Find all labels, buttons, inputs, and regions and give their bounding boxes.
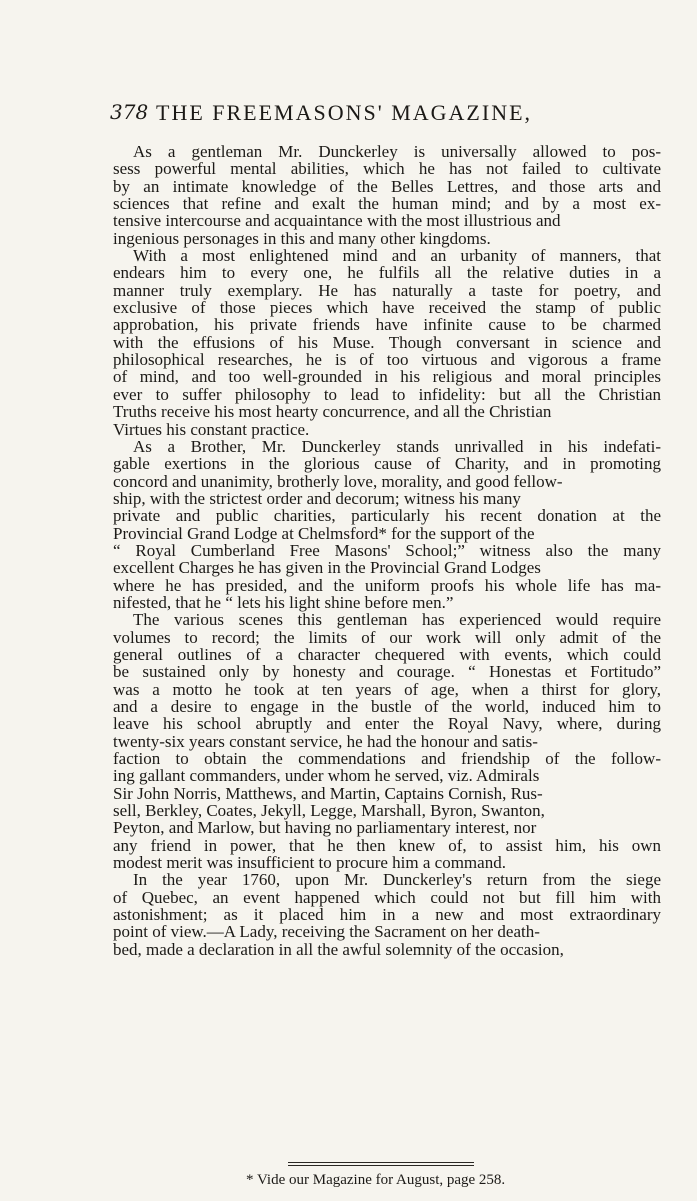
text-line: leave his school abruptly and enter the Royal Navy, where, during [113, 714, 661, 734]
footnote: * Vide our Magazine for August, page 258. [246, 1172, 506, 1188]
text-line: of mind, and too well-grounded in his religious and moral principles [113, 367, 661, 387]
text-line: In the year 1760, upon Mr. Dunckerley's return from the siege [133, 870, 661, 890]
text-line: modest merit was insufficient to procure him a command. [113, 853, 506, 873]
text-line: point of view.—A Lady, receiving the Sacrament on her death- [113, 922, 540, 942]
text-line: tensive intercourse and acquaintance with the most illustrious and [113, 211, 561, 231]
text-line: was a motto he took at ten years of age, when a thirst for glory, [113, 679, 661, 699]
running-title: THE FREEMASONS' MAGAZINE, [156, 100, 533, 125]
text-line: sess powerful mental abilities, which he has not failed to cultivate [113, 159, 661, 179]
text-line: by an intimate knowledge of the Belles Lettres, and those arts and [113, 176, 661, 196]
text-line: Provincial Grand Lodge at Chelmsford* for the support of the [113, 523, 535, 543]
text-line: faction to obtain the commendations and friendship of the follow- [113, 749, 661, 769]
text-line: bed, made a declaration in all the awful solemnity of the occasion, [113, 939, 564, 959]
paragraph [113, 247, 661, 438]
text-line: excellent Charges he has given in the Provincial Grand Lodges [113, 558, 541, 578]
text-line: sell, Berkley, Coates, Jekyll, Legge, Marshall, Byron, Swanton, [113, 801, 545, 821]
text-line: volumes to record; the limits of our work will only admit of the [113, 627, 661, 647]
body-text [113, 143, 661, 958]
text-line: private and public charities, particularly his recent donation at the [113, 506, 661, 526]
text-line: As a gentleman Mr. Dunckerley is universally allowed to pos- [133, 142, 661, 161]
text-line: and a desire to engage in the bustle of the world, induced him to [113, 697, 661, 716]
text-line: As a Brother, Mr. Dunckerley stands unrivalled in his indefati- [133, 436, 661, 456]
text-line: Truths receive his most hearty concurrence, and all the Christian [113, 402, 552, 422]
text-line: Sir John Norris, Matthews, and Martin, Captains Cornish, Rus- [113, 783, 543, 803]
footnote-rule [288, 1162, 474, 1163]
text-line: gable exertions in the glorious cause of Charity, and in promoting [113, 454, 661, 474]
footnote-rule-secondary [288, 1165, 474, 1166]
paragraph [113, 143, 661, 247]
text-line: of Quebec, an event happened which could not but fill him with [113, 887, 661, 907]
text-line: endears him to every one, he fulfils all the relative duties in a [113, 263, 661, 283]
paragraph [113, 871, 661, 958]
text-line: ingenious personages in this and many other kingdoms. [113, 228, 491, 248]
text-line: ever to suffer philosophy to lead to infidelity: but all the Christian [113, 384, 661, 404]
text-line: Virtues his constant practice. [113, 419, 310, 439]
text-line: “ Royal Cumberland Free Masons' School;” witness also the many [113, 540, 661, 560]
text-line: The various scenes this gentleman has experienced would require [133, 610, 661, 630]
page-number: 378 [110, 100, 149, 124]
text-line: astonishment; as it placed him in a new and most extraordinary [113, 905, 661, 925]
text-line: with the effusions of his Muse. Though conversant in science and [113, 332, 661, 352]
text-line: approbation, his private friends have infinite cause to be charmed [113, 315, 661, 335]
page-header [110, 100, 670, 130]
text-line: nifested, that he “ lets his light shine before men.” [113, 592, 454, 612]
text-line: exclusive of those pieces which have received the stamp of public [113, 298, 661, 318]
text-line: general outlines of a character chequered with events, which could [113, 644, 661, 664]
text-line: ship, with the strictest order and decorum; witness his many [113, 488, 521, 508]
paragraph [113, 438, 661, 611]
text-line: be sustained only by honesty and courage. “ Honestas et Fortitudo” [113, 662, 661, 682]
text-line: where he has presided, and the uniform proofs his whole life has ma- [113, 575, 661, 595]
text-line: sciences that refine and exalt the human mind; and by a most ex- [113, 194, 661, 214]
text-line: Peyton, and Marlow, but having no parliamentary interest, nor [113, 818, 537, 838]
text-line: ing gallant commanders, under whom he served, viz. Admirals [113, 766, 540, 786]
text-line: With a most enlightened mind and an urbanity of manners, that [133, 246, 661, 266]
text-line: concord and unanimity, brotherly love, morality, and good fellow- [113, 471, 563, 491]
text-line: any friend in power, that he then knew of, to assist him, his own [113, 835, 661, 855]
text-line: philosophical researches, he is of too virtuous and vigorous a frame [113, 350, 661, 370]
text-line: twenty-six years constant service, he had the honour and satis- [113, 731, 538, 751]
text-line: manner truly exemplary. He has naturally a taste for poetry, and [113, 280, 661, 300]
paragraph [113, 611, 661, 871]
